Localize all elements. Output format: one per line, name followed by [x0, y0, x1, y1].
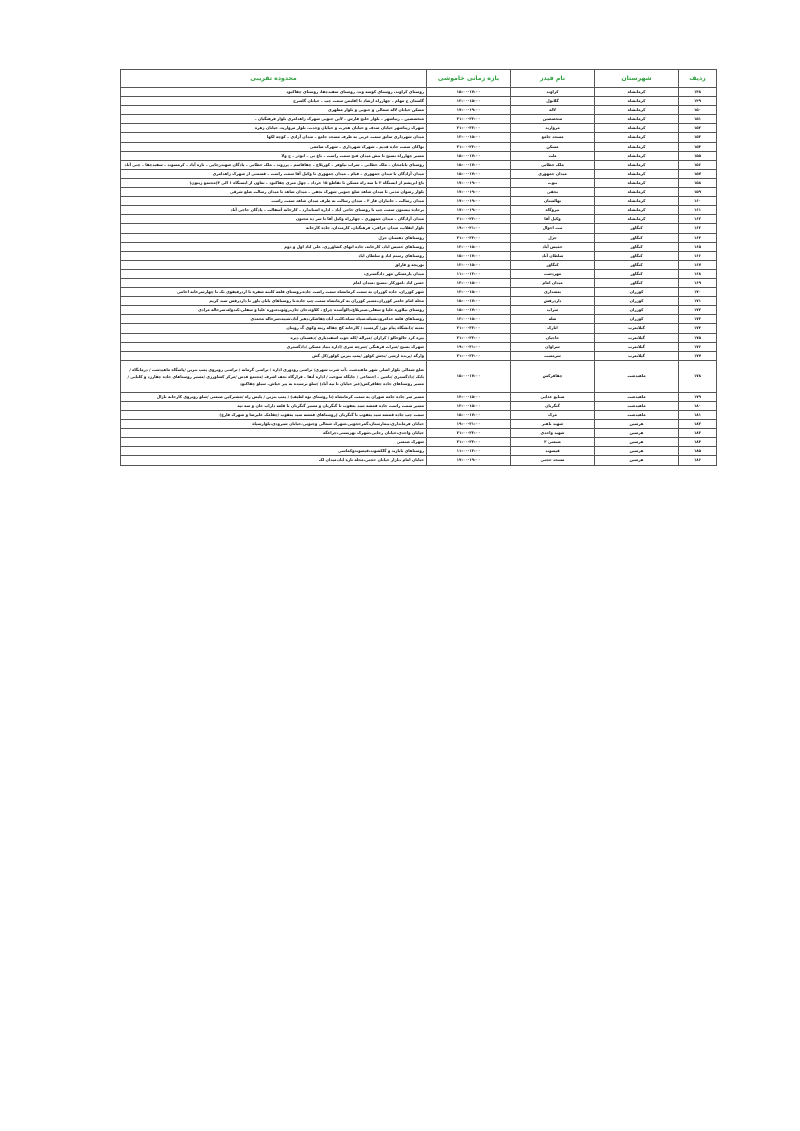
- row-number-cell: ۱۵۸: [679, 178, 717, 187]
- table-row: [121, 197, 717, 206]
- table-row: [121, 242, 717, 251]
- feeder-name-cell: شله: [511, 315, 595, 324]
- city-cell: کنگاور: [595, 224, 679, 233]
- approx-area-cell: شهرک صنعتی: [121, 438, 427, 447]
- table-row: [121, 392, 717, 401]
- approx-area-cell: شهرک بسیج /میراث فرهنگی /سرچه سری /اداره بنیاد مسکن /دادگستری: [121, 342, 427, 351]
- outage-time-cell: ۱۳:۰۰-۱۵:۰۰: [427, 315, 511, 324]
- feeder-name-cell: چقاقرکس: [511, 360, 595, 392]
- row-number-cell: ۱۸۳: [679, 429, 717, 438]
- approx-area-cell: خیابان امام ،بازار خیابان حجتی،محله تازه اباد،میدان لک: [121, 456, 427, 465]
- approx-area-cell: بلوار انقلاب، میدان عراقی، فرهنگیان، کارمندان، جاده کارخانه: [121, 224, 427, 233]
- table-row: [121, 360, 717, 392]
- feeder-name-cell: جزل: [511, 233, 595, 242]
- outage-time-cell: ۱۳:۰۰-۱۵:۰۰: [427, 401, 511, 410]
- row-number-cell: ۱۷۶: [679, 342, 717, 351]
- approx-area-cell: میدان شهرداری ساتق سمت غربی به طرف مسجد جامع – میدان آزادی – کوچه لکها: [121, 133, 427, 142]
- city-cell: هرسین: [595, 447, 679, 456]
- outage-time-cell: ۱۷:۰۰-۱۹:۰۰: [427, 456, 511, 465]
- outage-time-cell: ۱۳:۰۰-۱۵:۰۰: [427, 242, 511, 251]
- row-number-cell: ۱۶۰: [679, 197, 717, 206]
- row-number-cell: ۱۷۸: [679, 360, 717, 392]
- table-row: [121, 188, 717, 197]
- feeder-name-cell: ملت: [511, 151, 595, 160]
- table-row: [121, 251, 717, 260]
- row-number-cell: ۱۵۴: [679, 142, 717, 151]
- outage-time-cell: ۲۱:۰۰-۲۳:۰۰: [427, 333, 511, 342]
- city-cell: گیلانغرب: [595, 351, 679, 360]
- outage-time-cell: ۱۵:۰۰-۱۷:۰۰: [427, 297, 511, 306]
- city-cell: کنگاور: [595, 233, 679, 242]
- table-row: [121, 151, 717, 160]
- outage-time-cell: ۲۱:۰۰-۲۳:۰۰: [427, 215, 511, 224]
- row-number-cell: ۱۸۵: [679, 447, 717, 456]
- approx-area-cell: بلوار رضوان مدنی تا میدان شاهد ضلع جنوبی شهرک نجفی – میدان شاهد تا میدان رسالت ضلع شرقی: [121, 188, 427, 197]
- approx-area-cell: روستاهای دهستان جزل: [121, 233, 427, 242]
- feeder-name-cell: خمیس آباد: [511, 242, 595, 251]
- table-row: [121, 306, 717, 315]
- row-number-cell: ۱۷۳: [679, 315, 717, 324]
- outage-time-cell: ۱۹:۰۰-۲۱:۰۰: [427, 342, 511, 351]
- city-cell: هرسین: [595, 429, 679, 438]
- city-cell: ماهیدشت: [595, 392, 679, 401]
- city-cell: کنگاور: [595, 269, 679, 278]
- table-row: [121, 342, 717, 351]
- table-row: [121, 456, 717, 465]
- approx-area-cell: حسن اباد ،اموزکار ،بسیج ،میدان امام: [121, 278, 427, 287]
- outage-time-cell: ۱۵:۰۰-۱۷:۰۰: [427, 151, 511, 160]
- city-cell: کرمانشاه: [595, 88, 679, 97]
- feeder-name-cell: اتارک: [511, 324, 595, 333]
- city-cell: گیلانغرب: [595, 342, 679, 351]
- feeder-name-cell: سراوان: [511, 342, 595, 351]
- approx-area-cell: باغ ابریشم از ایستگاه ۲ تا سه راه مسکن تا تقاطع ۱۵ خرداد – چهل متری چقاکبود – تعاون از ایستگاه ۱ الی ۴(مجتمع زیتون): [121, 178, 427, 187]
- row-number-cell: ۱۵۹: [679, 188, 717, 197]
- feeder-name-cell: بغشداری: [511, 288, 595, 297]
- feeder-name-cell: میدان جمهوری: [511, 169, 595, 178]
- city-cell: کوزران: [595, 315, 679, 324]
- approx-area-cell: میدان آزادگان – میدان جمهوری – چهارراه وکیل آقا تا سر ده مجنون: [121, 215, 427, 224]
- table-row: [121, 178, 717, 187]
- row-number-cell: ۱۶۹: [679, 278, 717, 287]
- city-cell: کنگاور: [595, 251, 679, 260]
- city-cell: کوزران: [595, 297, 679, 306]
- header-city: شهرستان: [595, 70, 679, 88]
- table-row: [121, 315, 717, 324]
- table-row: [121, 142, 717, 151]
- city-cell: کنگاور: [595, 242, 679, 251]
- outage-time-cell: ۱۳:۰۰-۱۵:۰۰: [427, 288, 511, 297]
- city-cell: کوزران: [595, 306, 679, 315]
- table-row: [121, 429, 717, 438]
- approx-area-cell: بعثیه /دانشگاه پیام نور/ گرمسید / کارخانه کچ چقاله ریته وکوی گ رویتان: [121, 324, 427, 333]
- outage-time-cell: ۲۱:۰۰-۲۳:۰۰: [427, 324, 511, 333]
- row-number-cell: ۱۶۸: [679, 269, 717, 278]
- city-cell: ماهیدشت: [595, 411, 679, 420]
- feeder-name-cell: سرمست: [511, 351, 595, 360]
- power-outage-schedule-sheet: [120, 69, 716, 466]
- approx-area-cell: شهر کوزران، جاده کوزران به سمت کرمانشاه سمت راست جاده،روستای قلعه کلبنه شفرة تا اردرفیقوی تک تا چهارسرخانه اخامی: [121, 288, 427, 297]
- city-cell: کوزران: [595, 288, 679, 297]
- outage-time-cell: ۲۱:۰۰-۲۳:۰۰: [427, 142, 511, 151]
- outage-time-cell: ۲۱:۰۰-۲۳:۰۰: [427, 124, 511, 133]
- approx-area-cell: خیابان واحدی،خیابان رجایی،شهرک بهزیستی،چراغگه: [121, 429, 427, 438]
- approx-area-cell: روستای بابامحان – ملک خطابی – سراب نیلوفر – کوریلاغ – چقاقاسم – پرزوند – ملک خطابی – پادگان شهیدرجایی – تازه آباد – کرمسوند – سفیدچقا – چنی آباد: [121, 160, 427, 169]
- row-number-cell: ۱۶۷: [679, 260, 717, 269]
- table-row: [121, 288, 717, 297]
- outage-time-cell: ۲۱:۰۰-۲۳:۰۰: [427, 233, 511, 242]
- table-row: [121, 278, 717, 287]
- outage-time-cell: ۱۳:۰۰-۱۵:۰۰: [427, 260, 511, 269]
- outage-time-cell: ۲۱:۰۰-۲۳:۰۰: [427, 438, 511, 447]
- row-number-cell: ۱۶۴: [679, 233, 717, 242]
- table-row: [121, 333, 717, 342]
- city-cell: کنگاور: [595, 260, 679, 269]
- feeder-name-cell: داردرفش: [511, 297, 595, 306]
- outage-table: [120, 69, 717, 466]
- table-row: [121, 438, 717, 447]
- outage-time-cell: ۱۹:۰۰-۲۱:۰۰: [427, 224, 511, 233]
- table-row: [121, 297, 717, 306]
- table-row: [121, 269, 717, 278]
- feeder-name-cell: نهالستان: [511, 197, 595, 206]
- outage-time-cell: ۱۵:۰۰-۱۷:۰۰: [427, 306, 511, 315]
- outage-time-cell: ۱۷:۰۰-۱۹:۰۰: [427, 106, 511, 115]
- city-cell: کرمانشاه: [595, 169, 679, 178]
- city-cell: کنگاور: [595, 278, 679, 287]
- city-cell: کرمانشاه: [595, 197, 679, 206]
- row-number-cell: ۱۸۱: [679, 411, 717, 420]
- outage-time-cell: ۱۱:۰۰-۱۳:۰۰: [427, 269, 511, 278]
- outage-time-cell: ۱۵:۰۰-۱۷:۰۰: [427, 251, 511, 260]
- row-number-cell: ۱۵۷: [679, 169, 717, 178]
- outage-time-cell: ۱۳:۰۰-۱۵:۰۰: [427, 97, 511, 106]
- row-number-cell: ۱۷۰: [679, 288, 717, 297]
- approx-area-cell: ضلع شمالی بلوار اصلی شهر ماهیدشت –آب شرب شهری/ ترامنی رودوری اداره / ترامنی گرمانه / ترامنی روبروی پمپ بنزین /پاسگاه ماهیدشت / درمانگاه /بانک /دادگستری /تامین – اجتماعی / جایگاه سوخت / اداره آبفا – قرارگاه نجف اشرف /مجتمع قدس /مرکز کشاورزی /مسیر روستاهای جاده چقارزد و کلبایی / مسیر روستاهای جاده چقاقرکس(غیر خیابان تا تپه آباد) /سلو نرسیده به پیر خیاش– سیلو چقاکبود: [121, 360, 427, 392]
- approx-area-cell: نواکان سمت جاده قدیم – شهرک شهرداری – شهرک صامعی: [121, 142, 427, 151]
- row-number-cell: ۱۶۶: [679, 251, 717, 260]
- outage-time-cell: ۱۵:۰۰-۱۷:۰۰: [427, 160, 511, 169]
- outage-time-cell: ۱۵:۰۰-۱۷:۰۰: [427, 169, 511, 178]
- city-cell: کرمانشاه: [595, 106, 679, 115]
- row-number-cell: ۱۵۵: [679, 151, 717, 160]
- city-cell: کرمانشاه: [595, 133, 679, 142]
- row-number-cell: ۱۷۹: [679, 392, 717, 401]
- row-number-cell: ۱۶۱: [679, 206, 717, 215]
- approx-area-cell: سمت چپ جاده قمشه سید یعقوب تا گنگربان (روستاهای قمشه سید یعقوب /چقامک علیرضا و شهرک فارغ): [121, 411, 427, 420]
- feeder-name-cell: گنگربان: [511, 401, 595, 410]
- city-cell: کرمانشاه: [595, 97, 679, 106]
- approx-area-cell: روستاهای بابازید و گلکشوند،قیسوندوکماسی: [121, 447, 427, 456]
- outage-time-cell: ۱۹:۰۰-۲۱:۰۰: [427, 420, 511, 429]
- approx-area-cell: بیره کرد خالوخالو / کرازان /میراله /کله جوب اسفندیاری /دهستان دیره: [121, 333, 427, 342]
- feeder-name-cell: نجفی: [511, 188, 595, 197]
- feeder-name-cell: لاله: [511, 106, 595, 115]
- row-number-cell: ۱۷۱: [679, 297, 717, 306]
- outage-time-cell: ۱۷:۰۰-۱۹:۰۰: [427, 178, 511, 187]
- city-cell: کرمانشاه: [595, 188, 679, 197]
- city-cell: کرمانشاه: [595, 178, 679, 187]
- approx-area-cell: نوریجه و قارلق: [121, 260, 427, 269]
- row-number-cell: ۱۵۶: [679, 160, 717, 169]
- approx-area-cell: میدان بازمسکن مهر دادگستری،: [121, 269, 427, 278]
- outage-time-cell: ۱۵:۰۰-۱۷:۰۰: [427, 360, 511, 392]
- row-number-cell: ۱۵۰: [679, 106, 717, 115]
- row-number-cell: ۱۵۲: [679, 124, 717, 133]
- feeder-name-cell: شهید واحدی: [511, 429, 595, 438]
- row-number-cell: ۱۸۲: [679, 420, 717, 429]
- table-body: [121, 88, 717, 466]
- city-cell: هرسین: [595, 438, 679, 447]
- table-row: [121, 233, 717, 242]
- feeder-name-cell: ثبت احوال: [511, 224, 595, 233]
- row-number-cell: ۱۷۴: [679, 324, 717, 333]
- approx-area-cell: محله امام خامنر کوزران،مسیر کوزران به کرمانشاه سمت چپ جاده،تا روستاهای بابان باور تا داردرفش سید کریم: [121, 297, 427, 306]
- feeder-name-cell: میدان امام: [511, 278, 595, 287]
- feeder-name-cell: مسجد جامع: [511, 133, 595, 142]
- feeder-name-cell: صنعتی ۲: [511, 438, 595, 447]
- outage-time-cell: ۱۵:۰۰-۱۷:۰۰: [427, 411, 511, 420]
- row-number-cell: ۱۷۷: [679, 351, 717, 360]
- approx-area-cell: میدان رسالت – جانبازان فاز ۴ – میدان رسالت به طرف میدان شاهد سمت راست: [121, 197, 427, 206]
- feeder-name-cell: متخصصین: [511, 115, 595, 124]
- approx-area-cell: شهرک زیباشهر خیابان صدف و خیابان هجرت و خیابان وحدت، بلوار مروارید، خیابان زهره: [121, 124, 427, 133]
- feeder-name-cell: مسجد حجتی: [511, 456, 595, 465]
- approx-area-cell: روستاهای قلعه خدامرودنشیله،سیاه سیاه،کلنت آباد،چقاشکر،دهیر آباد،شبیه،سرخاله محمدی: [121, 315, 427, 324]
- approx-area-cell: خیابان فرمانداری،بیمارستان،گمرحجویی،شهرک شمالی وجنوبی،خیابان شیرودی،بلوارسپاه: [121, 420, 427, 429]
- approx-area-cell: مسیر سمت راست جاده قمشه سید یعقوب تا گنگربان و مسیر گنگربان تا قلعه داراب خان و سه تپه: [121, 401, 427, 410]
- header-feeder-name: نام فیدر: [511, 70, 595, 88]
- outage-time-cell: ۱۴:۰۰-۱۵:۰۰: [427, 392, 511, 401]
- feeder-name-cell: کنگاور: [511, 260, 595, 269]
- feeder-name-cell: مرک: [511, 411, 595, 420]
- feeder-name-cell: مسکن: [511, 142, 595, 151]
- table-row: [121, 324, 717, 333]
- approx-area-cell: مسیر سر جاده جامه شوران به سمت کرمانشاه (تا روستای توه لطیف) / پمپ بنزین / پلیس راه /مشترکین صنعتی /سلو روبروی کارخانه ناژال: [121, 392, 427, 401]
- city-cell: کرمانشاه: [595, 142, 679, 151]
- outage-time-cell: ۱۷:۰۰-۱۹:۰۰: [427, 197, 511, 206]
- row-number-cell: ۱۸۰: [679, 401, 717, 410]
- header-outage-time: بازه زمانی خاموشی: [427, 70, 511, 88]
- table-row: [121, 215, 717, 224]
- outage-time-cell: ۲۱:۰۰-۲۳:۰۰: [427, 115, 511, 124]
- outage-time-cell: ۲۱:۰۰-۲۳:۰۰: [427, 429, 511, 438]
- table-row: [121, 124, 717, 133]
- table-row: [121, 260, 717, 269]
- approx-area-cell: گلستان ج مهام – چهارراه ارشاد تا اقلیمن سمت چپ – خیابان گلسرخ: [121, 97, 427, 106]
- outage-time-cell: ۱۳:۰۰-۱۵:۰۰: [427, 278, 511, 287]
- feeder-name-cell: نبوت: [511, 178, 595, 187]
- table-row: [121, 206, 717, 215]
- city-cell: کرمانشاه: [595, 115, 679, 124]
- city-cell: کرمانشاه: [595, 160, 679, 169]
- row-number-cell: ۱۵۳: [679, 133, 717, 142]
- approx-area-cell: وارگه /پرنده ارشی /بخش کولور /پمپ بنزین کولور/کل گش: [121, 351, 427, 360]
- row-number-cell: ۱۶۲: [679, 215, 717, 224]
- city-cell: هرسین: [595, 456, 679, 465]
- table-header-row: [121, 70, 717, 88]
- row-number-cell: ۱۴۹: [679, 97, 717, 106]
- feeder-name-cell: قیسوند: [511, 447, 595, 456]
- table-row: [121, 97, 717, 106]
- row-number-cell: ۱۸۴: [679, 438, 717, 447]
- approx-area-cell: برجاده بیستون سمت چپ تا روستای حاجی آباد – اداره استاندارد – کارخانه آسفالت – پادگان حاجی آباد: [121, 206, 427, 215]
- outage-time-cell: ۱۷:۰۰-۱۹:۰۰: [427, 188, 511, 197]
- table-row: [121, 411, 717, 420]
- table-row: [121, 115, 717, 124]
- table-row: [121, 160, 717, 169]
- approx-area-cell: روستاهای رستم اباد و سلطان اباد: [121, 251, 427, 260]
- row-number-cell: ۱۵۱: [679, 115, 717, 124]
- approx-area-cell: روستای کراوند، روستای کوسه وند، روستای سفیدچقا، روستای چقاکبود: [121, 88, 427, 97]
- table-row: [121, 133, 717, 142]
- feeder-name-cell: سراب: [511, 306, 595, 315]
- approx-area-cell: روستای نیلاوره علیا و سفلی،سبزبلاغ،دالوآسده چراغ ، کلاوه،جان جان،روئونده،وره علیا و سفلی،کندوله،سرخاله مرادی: [121, 306, 427, 315]
- outage-time-cell: ۱۵:۰۰-۱۷:۰۰: [427, 88, 511, 97]
- approx-area-cell: مسکن خیابان لاله شمالی و جنوبی و بلوار مطهری: [121, 106, 427, 115]
- feeder-name-cell: صنایع غذایی: [511, 392, 595, 401]
- feeder-name-cell: ملک خطابی: [511, 160, 595, 169]
- approx-area-cell: میدان آزادگان تا میدان جمهوری – فیام – میدان جمهوری تا وکیل آقا سمت راست – قسمتی از شهرک زاهدامری: [121, 169, 427, 178]
- table-row: [121, 447, 717, 456]
- row-number-cell: ۱۴۸: [679, 88, 717, 97]
- feeder-name-cell: مرواريد: [511, 124, 595, 133]
- feeder-name-cell: کراوند: [511, 88, 595, 97]
- city-cell: گیلانغرب: [595, 333, 679, 342]
- table-row: [121, 401, 717, 410]
- approx-area-cell: روستاهای خمیس اباد، کارخانه، جاده ابهای کشاورزی، علی اباد اول و دوم: [121, 242, 427, 251]
- table-row: [121, 420, 717, 429]
- outage-time-cell: ۱۱:۰۰-۱۳:۰۰: [427, 447, 511, 456]
- row-number-cell: ۱۶۳: [679, 224, 717, 233]
- outage-time-cell: ۱۷:۰۰-۱۹:۰۰: [427, 206, 511, 215]
- row-number-cell: ۱۶۵: [679, 242, 717, 251]
- feeder-name-cell: حاجیان: [511, 333, 595, 342]
- city-cell: ماهیدشت: [595, 360, 679, 392]
- outage-time-cell: ۲۱:۰۰-۲۳:۰۰: [427, 351, 511, 360]
- feeder-name-cell: مهردشت: [511, 269, 595, 278]
- city-cell: گیلانغرب: [595, 324, 679, 333]
- approx-area-cell: متخصصین – زیباشهر – بلوار خلیج فارس – لاین جنوبی شهرک زاهدامری بلوار فرهنگیان –: [121, 115, 427, 124]
- feeder-name-cell: شهید باهنر: [511, 420, 595, 429]
- city-cell: هرسین: [595, 420, 679, 429]
- table-row: [121, 224, 717, 233]
- approx-area-cell: مسیر چهارراه بسیج تا نبش میدان فتح سمت راست – باغ نی – ابوذر – ج ولا: [121, 151, 427, 160]
- feeder-name-cell: گلابول: [511, 97, 595, 106]
- city-cell: کرمانشاه: [595, 124, 679, 133]
- header-approx-area: محدوده تقریبی: [121, 70, 427, 88]
- row-number-cell: ۱۷۲: [679, 306, 717, 315]
- header-row-number: ردیف: [679, 70, 717, 88]
- city-cell: کرمانشاه: [595, 206, 679, 215]
- feeder-name-cell: وکیل آقا: [511, 215, 595, 224]
- city-cell: کرمانشاه: [595, 215, 679, 224]
- table-row: [121, 351, 717, 360]
- row-number-cell: ۱۷۵: [679, 333, 717, 342]
- row-number-cell: ۱۸۶: [679, 456, 717, 465]
- table-row: [121, 169, 717, 178]
- table-row: [121, 88, 717, 97]
- city-cell: ماهیدشت: [595, 401, 679, 410]
- outage-time-cell: ۱۳:۰۰-۱۵:۰۰: [427, 133, 511, 142]
- city-cell: کرمانشاه: [595, 151, 679, 160]
- feeder-name-cell: نیروگاه: [511, 206, 595, 215]
- table-row: [121, 106, 717, 115]
- feeder-name-cell: سلطان آباد: [511, 251, 595, 260]
